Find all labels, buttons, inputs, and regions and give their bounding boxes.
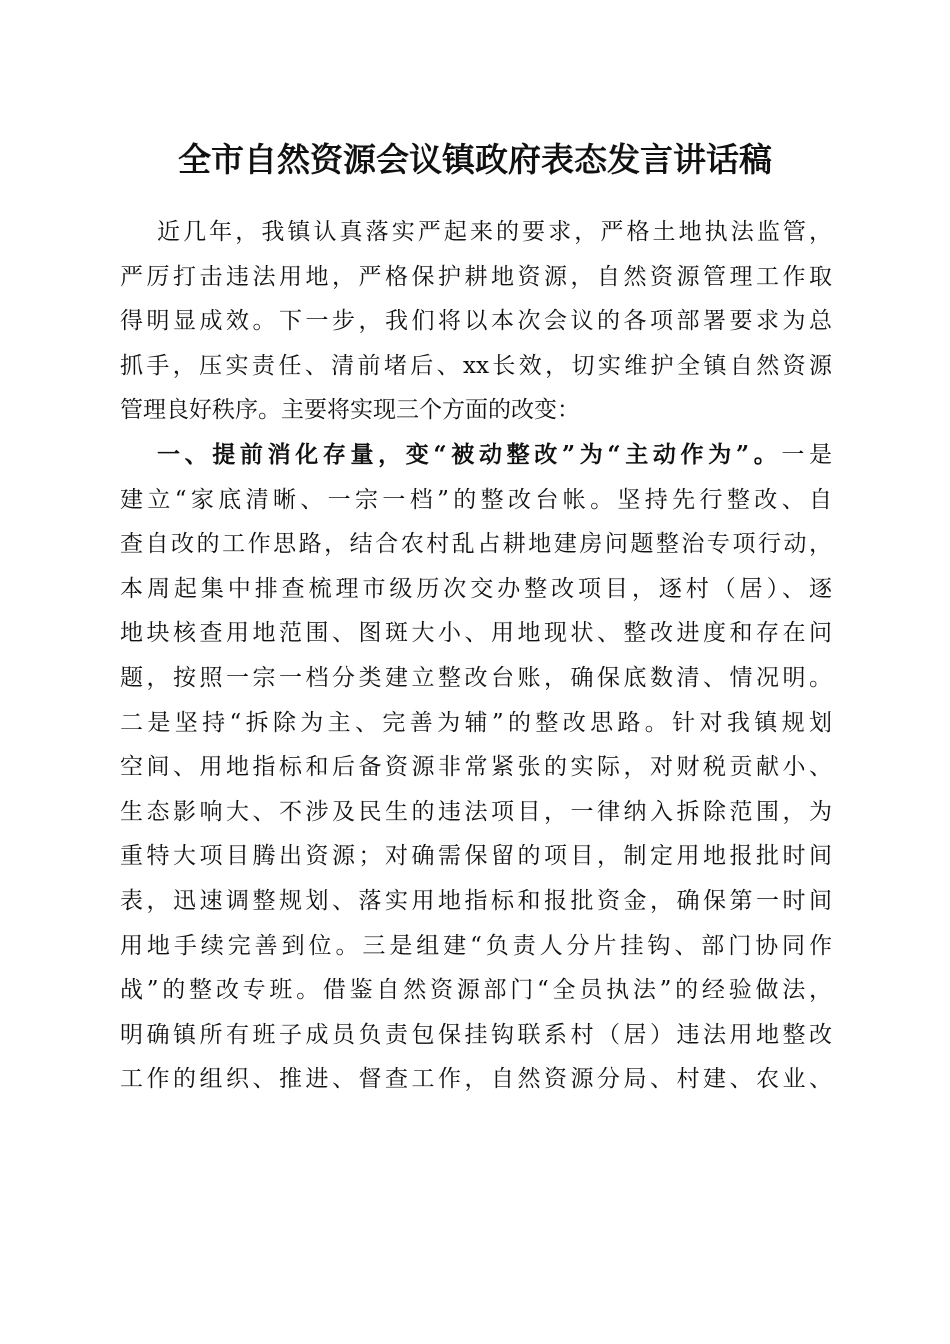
text-line: 二是坚持“拆除为主、完善为辅”的整改思路。针对我镇规划 bbox=[120, 709, 832, 736]
text-line: 本周起集中排查梳理市级历次交办整改项目，逐村（居）、逐 bbox=[120, 575, 832, 602]
document-title: 全市自然资源会议镇政府表态发言讲话稿 bbox=[178, 140, 772, 179]
text-line: 战”的整改专班。借鉴自然资源部门“全员执法”的经验做法， bbox=[120, 977, 832, 1004]
document-body bbox=[120, 210, 832, 1102]
text-line: 得明显成效。下一步，我们将以本次会议的各项部署要求为总 bbox=[120, 308, 832, 335]
text-run: 一是 bbox=[781, 441, 833, 468]
text-line: 题，按照一宗一档分类建立整改台账，确保底数清、情况明。 bbox=[120, 664, 832, 691]
text-line: 地块核查用地范围、图斑大小、用地现状、整改进度和存在问 bbox=[120, 620, 832, 647]
text-line: 严厉打击违法用地，严格保护耕地资源，自然资源管理工作取 bbox=[120, 263, 832, 290]
text-line: 建立“家底清晰、一宗一档”的整改台帐。坚持先行整改、自 bbox=[120, 486, 832, 513]
text-line: 重特大项目腾出资源；对确需保留的项目，制定用地报批时间 bbox=[120, 843, 832, 870]
text-line: 表，迅速调整规划、落实用地指标和报批资金，确保第一时间 bbox=[120, 887, 832, 914]
section-heading: 一、提前消化存量，变“被动整改”为“主动作为”。 bbox=[157, 440, 782, 468]
paragraph-intro bbox=[120, 210, 832, 433]
text-line: 管理良好秩序。主要将实现三个方面的改变： bbox=[120, 397, 580, 424]
text-line bbox=[120, 433, 832, 478]
text-line: 抓手，压实责任、清前堵后、xx长效，切实维护全镇自然资源 bbox=[120, 352, 832, 379]
text-line: 用地手续完善到位。三是组建“负责人分片挂钩、部门协同作 bbox=[120, 932, 832, 959]
text-line: 空间、用地指标和后备资源非常紧张的实际，对财税贡献小、 bbox=[120, 754, 832, 781]
text-line: 明确镇所有班子成员负责包保挂钩联系村（居）违法用地整改 bbox=[120, 1021, 832, 1048]
paragraph-section-one bbox=[120, 433, 832, 1102]
text-line: 工作的组织、推进、督查工作，自然资源分局、村建、农业、 bbox=[120, 1066, 832, 1093]
text-line: 近几年，我镇认真落实严起来的要求，严格土地执法监管， bbox=[157, 219, 832, 245]
text-line: 生态影响大、不涉及民生的违法项目，一律纳入拆除范围，为 bbox=[120, 798, 832, 825]
text-line: 查自改的工作思路，结合农村乱占耕地建房问题整治专项行动， bbox=[120, 531, 832, 558]
